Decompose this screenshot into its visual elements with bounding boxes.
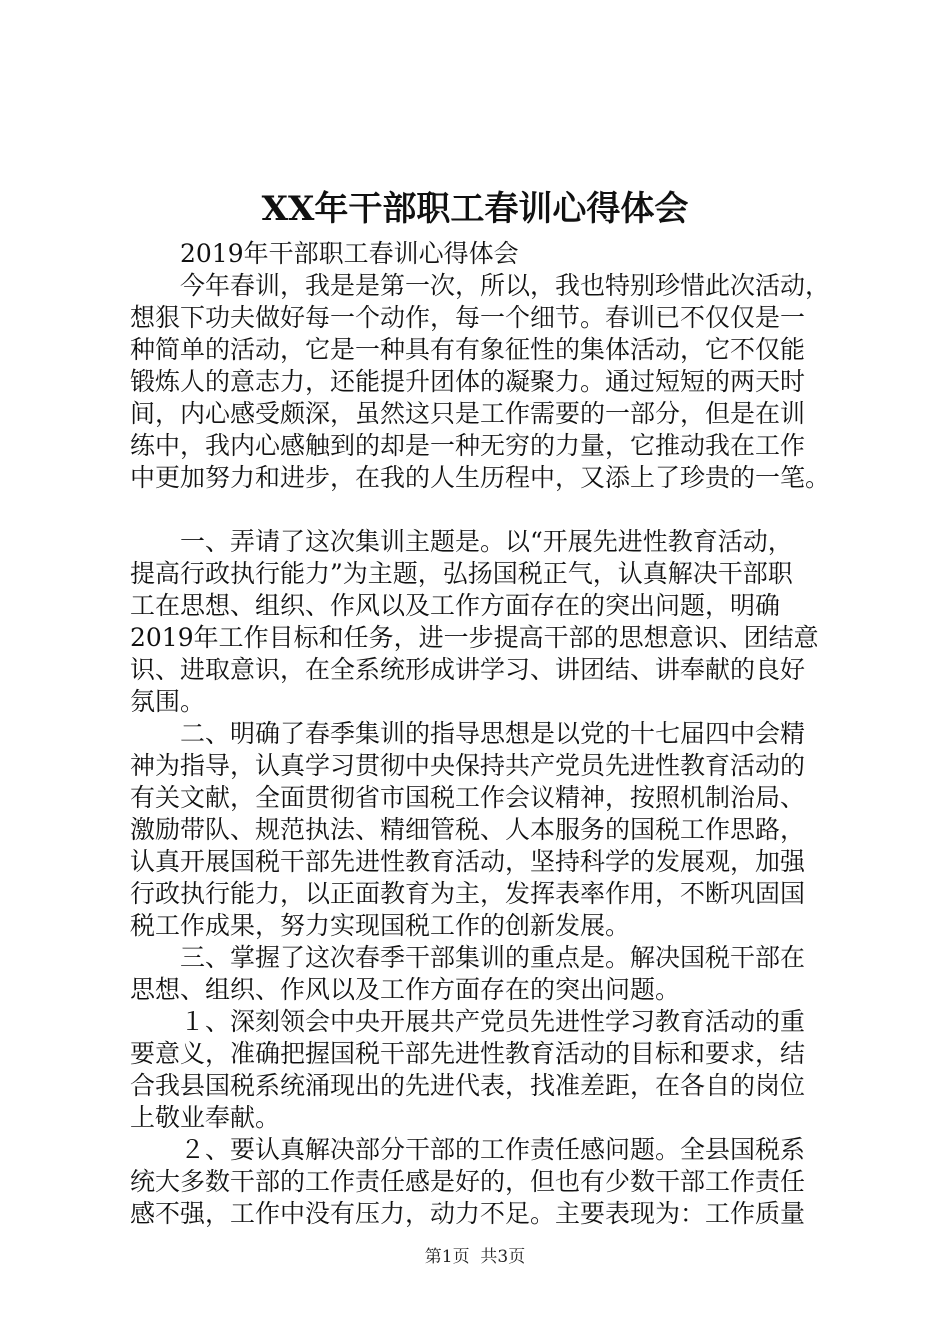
text-line: 想狠下功夫做好每一个动作，每一个细节。春训已不仅仅是一: [130, 303, 806, 332]
text-line: 今年春训，我是是第一次，所以，我也特别珍惜此次活动，: [130, 271, 831, 300]
text-line: 感不强，工作中没有压力，动力不足。主要表现为：工作质量: [130, 1199, 806, 1228]
text-line: 2019年干部职工春训心得体会: [130, 239, 519, 268]
text-line: 提高行政执行能力”为主题，弘扬国税正气，认真解决干部职: [130, 559, 793, 588]
page-footer: [0, 1246, 950, 1268]
document-body: [130, 238, 835, 1230]
text-line: 间，内心感受颇深，虽然这只是工作需要的一部分，但是在训: [130, 399, 806, 428]
text-line: ２、要认真解决部分干部的工作责任感问题。全县国税系: [130, 1135, 806, 1164]
text-line: 二、明确了春季集训的指导思想是以党的十七届四中会精: [130, 719, 806, 748]
text-line: 识、进取意识，在全系统形成讲学习、讲团结、讲奉献的良好: [130, 655, 806, 684]
page-number: 第1页: [424, 1247, 470, 1267]
text-line: 氛围。: [130, 687, 206, 716]
text-line: 上敬业奉献。: [130, 1103, 281, 1132]
blank-line: [130, 494, 835, 526]
text-line: 要意义，准确把握国税干部先进性教育活动的目标和要求，结: [130, 1039, 806, 1068]
text-line: 思想、组织、作风以及工作方面存在的突出问题。: [130, 975, 681, 1004]
text-line: 种简单的活动，它是一种具有有象征性的集体活动，它不仅能: [130, 335, 806, 364]
text-line: 2019年工作目标和任务，进一步提高干部的思想意识、团结意: [130, 623, 819, 652]
text-line: 认真开展国税干部先进性教育活动，坚持科学的发展观，加强: [130, 847, 806, 876]
page-total: 共3页: [480, 1247, 526, 1267]
text-line: 练中，我内心感触到的却是一种无穷的力量，它推动我在工作: [130, 431, 806, 460]
document-title: XX年干部职工春训心得体会: [261, 189, 689, 229]
text-line: 三、掌握了这次春季干部集训的重点是。解决国税干部在: [130, 943, 806, 972]
text-line: 中更加努力和进步，在我的人生历程中，又添上了珍贵的一笔。: [130, 463, 831, 492]
text-line: １、深刻领会中央开展共产党员先进性学习教育活动的重: [130, 1007, 806, 1036]
text-line: 统大多数干部的工作责任感是好的，但也有少数干部工作责任: [130, 1167, 806, 1196]
text-line: 锻炼人的意志力，还能提升团体的凝聚力。通过短短的两天时: [130, 367, 806, 396]
text-line: 税工作成果，努力实现国税工作的创新发展。: [130, 911, 631, 940]
text-line: 行政执行能力，以正面教育为主，发挥表率作用，不断巩固国: [130, 879, 806, 908]
text-line: 神为指导，认真学习贯彻中央保持共产党员先进性教育活动的: [130, 751, 806, 780]
text-line: 工在思想、组织、作风以及工作方面存在的突出问题，明确: [130, 591, 781, 620]
text-line: 一、弄请了这次集训主题是。以“开展先进性教育活动，: [130, 527, 793, 556]
text-line: 合我县国税系统涌现出的先进代表，找准差距，在各自的岗位: [130, 1071, 806, 1100]
text-line: 激励带队、规范执法、精细管税、人本服务的国税工作思路，: [130, 815, 806, 844]
text-line: 有关文献，全面贯彻省市国税工作会议精神，按照机制治局、: [130, 783, 806, 812]
